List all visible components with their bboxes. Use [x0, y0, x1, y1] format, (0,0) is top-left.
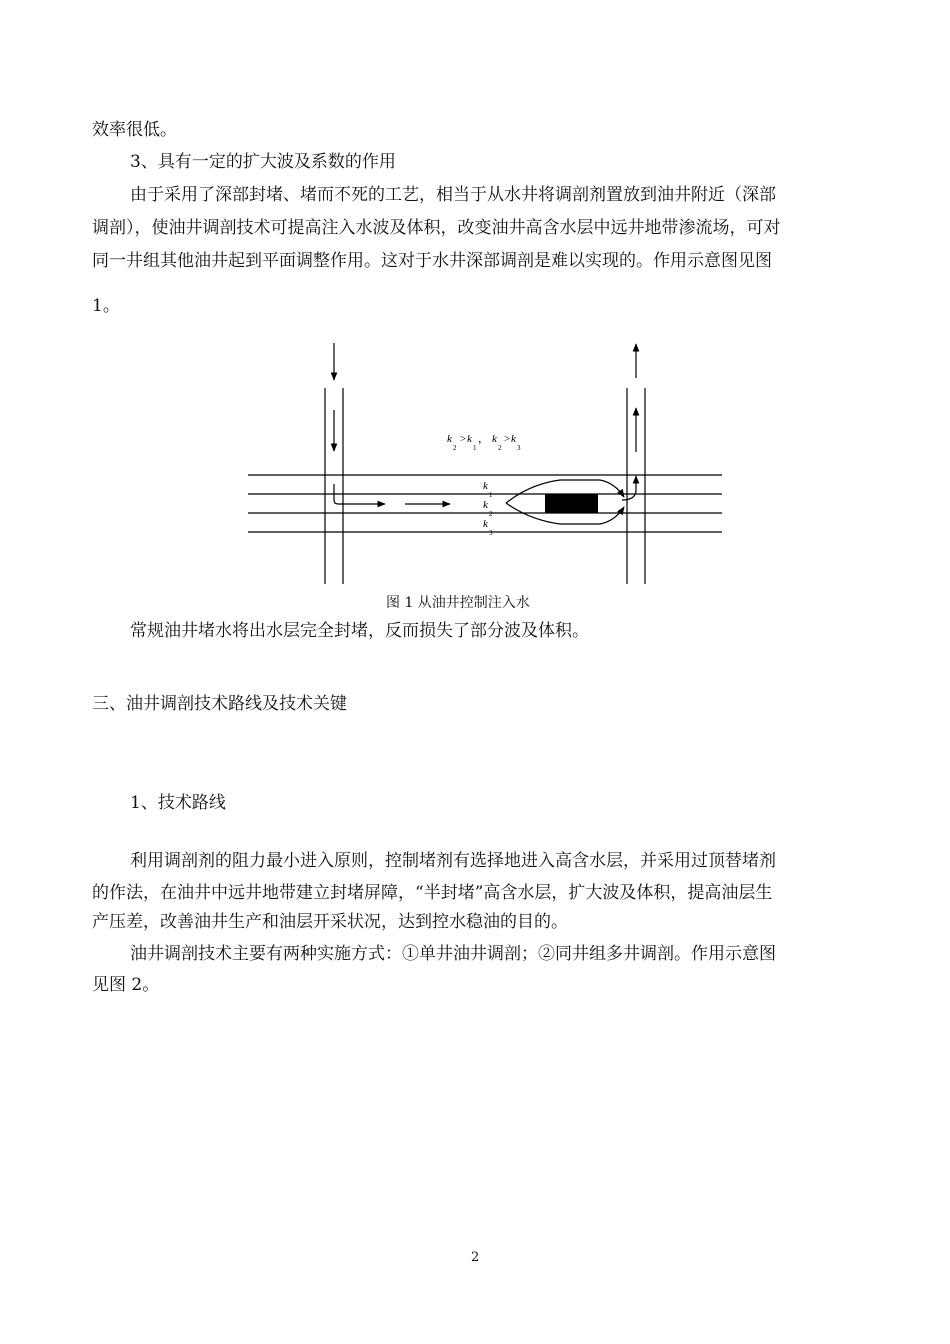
body-text-line: 效率很低。	[92, 120, 177, 140]
relation-symbol: >	[460, 433, 467, 445]
section-title: 三、油井调剖技术路线及技术关键	[92, 694, 347, 714]
body-text-line: 利用调剖剂的阻力最小进入原则，控制堵剂有选择地进入高含水层，并采用过顶替堵剂	[130, 851, 776, 871]
body-text-line: 产压差，改善油井生产和油层开采状况，达到控水稳油的目的。	[92, 912, 568, 932]
body-text-line: 由于采用了深部封堵、堵而不死的工艺，相当于从水井将调剖剂置放到油井附近（深部	[130, 185, 776, 205]
layer-k-label: k	[483, 480, 488, 492]
page-number: 2	[471, 1250, 480, 1265]
subsection-title: 1、技术路线	[130, 793, 226, 813]
layer-k-subscript: 2	[489, 510, 493, 518]
figure-1-diagram	[0, 0, 950, 620]
k-label: k	[467, 433, 472, 445]
body-text-line: 1。	[92, 296, 120, 316]
k-label: k	[492, 433, 497, 445]
body-text-line: 常规油井堵水将出水层完全封堵，反而损失了部分波及体积。	[130, 621, 589, 641]
figure-caption: 图 1 从油井控制注入水	[386, 595, 530, 611]
layer-k-subscript: 3	[489, 529, 493, 537]
layer-k-subscript: 1	[489, 491, 493, 499]
k-label: k	[447, 433, 452, 445]
body-text-line: 调剖），使油井调剖技术可提高注入水波及体积，改变油井高含水层中远井地带渗流场，可对	[92, 218, 781, 238]
k-subscript: 2	[453, 444, 457, 452]
k-subscript: 1	[473, 444, 477, 452]
body-text-line: 油井调剖技术主要有两种实施方式：①单井油井调剖；②同井组多井调剖。作用示意图	[130, 944, 776, 964]
k-subscript: 2	[498, 444, 502, 452]
layer-k-label: k	[483, 499, 488, 511]
relation-symbol: >	[504, 433, 511, 445]
layer-k-label: k	[483, 518, 488, 530]
body-text-line: 的作法，在油井中远井地带建立封堵屏障，“半封堵”高含水层，扩大波及体积，提高油层生	[92, 883, 773, 903]
plugging-agent-block	[545, 494, 598, 513]
section-heading: 3、具有一定的扩大波及系数的作用	[130, 152, 396, 172]
body-text-line: 同一井组其他油井起到平面调整作用。这对于水井深部调剖是难以实现的。作用示意图见图	[92, 251, 772, 271]
body-text-line: 见图 2。	[92, 975, 160, 995]
k-subscript: 3	[517, 444, 521, 452]
relation-separator: ，	[478, 433, 489, 445]
k-label: k	[511, 433, 516, 445]
